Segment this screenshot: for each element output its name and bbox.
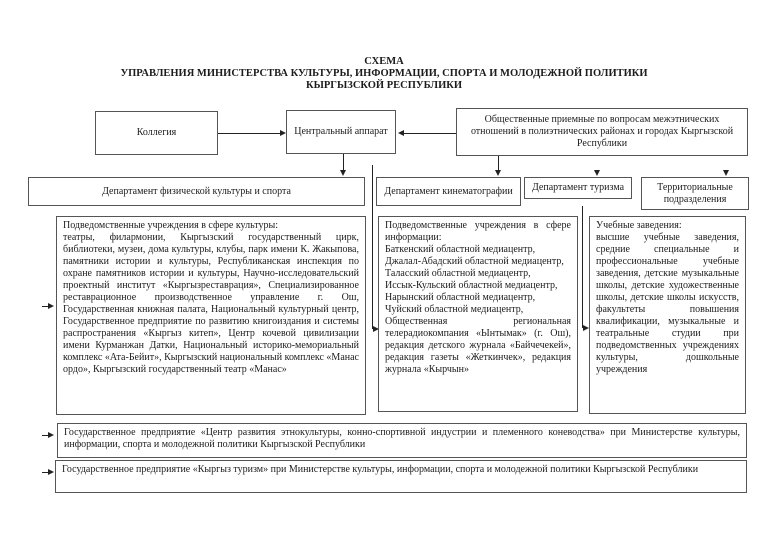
info-item: Общественная региональная телерадиокомпания «Ынтымак» (г. Ош), редакция детского журнала «Байчечекей», редакция газеты «Жеткинчек», редакция журнала «Кырчын»	[385, 316, 571, 375]
connector-reception-down	[498, 156, 499, 170]
connector-enterprise-stub	[42, 435, 50, 436]
enterprise-box: Государственное предприятие «Кыргыз туризм» при Министерстве культуры, информации, спорта и молодежной политики Кыргызской Республики	[55, 460, 747, 493]
diagram-subtitle: УПРАВЛЕНИЯ МИНИСТЕРСТВА КУЛЬТУРЫ, ИНФОРМАЦИИ, СПОРТА И МОЛОДЕЖНОЙ ПОЛИТИКИ	[120, 68, 648, 79]
arrow-left-icon	[398, 130, 404, 136]
info-institutions-box	[378, 216, 578, 412]
connector-right-vertical	[582, 206, 583, 328]
connector-culture-stub	[42, 306, 50, 307]
arrow-down-icon	[723, 170, 729, 176]
culture-heading: Подведомственные учреждения в сфере культуры:	[63, 220, 279, 231]
info-item: Таласский областной медиацентр,	[385, 268, 531, 279]
info-item: Чуйский областной медиацентр,	[385, 304, 524, 315]
info-item: Баткенский областной медиацентр,	[385, 244, 536, 255]
node-dept-tourism: Департамент туризма	[524, 177, 632, 199]
arrow-down-icon	[340, 170, 346, 176]
connector-reception-central	[404, 133, 456, 134]
connector-enterprise-stub	[42, 472, 50, 473]
education-body: высшие учебные заведения, средние специальные и профессиональные учебные заведения, детские музыкальные школы, детские художественные школы, детские школы искусств, факультеты повышения квалификации, музыкальные и театральные студии при подведомственных учреждениях культуры, дошкольные учреждения	[596, 232, 739, 375]
info-heading: Подведомственные учреждения в сфере информации:	[385, 220, 571, 243]
node-collegium: Коллегия	[95, 111, 218, 155]
arrow-right-icon	[280, 130, 286, 136]
education-heading: Учебные заведения:	[596, 220, 682, 231]
education-box	[589, 216, 746, 414]
diagram-subtitle-country: КЫРГЫЗСКОЙ РЕСПУБЛИКИ	[305, 80, 463, 91]
node-dept-cinema: Департамент кинематографии	[376, 177, 521, 206]
connector-central-down	[343, 154, 344, 170]
arrow-down-icon	[495, 170, 501, 176]
info-item: Нарынский областной медиацентр,	[385, 292, 536, 303]
info-item: Джалал-Абадский областной медиацентр,	[385, 256, 564, 267]
enterprise-box: Государственное предприятие «Центр развития этнокультуры, конно-спортивной индустрии и племенного коневодства» при Министерстве культуры, информации, спорта и молодежной политики Кыргызской Республики	[57, 423, 747, 458]
connector-mid-vertical	[372, 165, 373, 329]
diagram-title: СХЕМА	[364, 56, 404, 67]
node-dept-sport: Департамент физической культуры и спорта	[28, 177, 365, 206]
node-public-reception: Общественные приемные по вопросам межэтнических отношений в полиэтнических районах и городах Кыргызской Республики	[456, 108, 748, 156]
connector-collegium-central	[218, 133, 280, 134]
culture-institutions-box	[56, 216, 366, 415]
node-central-apparatus: Центральный аппарат	[286, 110, 396, 154]
node-territorial: Территориальные подразделения	[641, 177, 749, 210]
arrow-down-icon	[594, 170, 600, 176]
culture-body: театры, филармонии, Кыргызский государственный цирк, библиотеки, музеи, дома культуры, клубы, парк имени К. Жакыпова, памятники истории и культуры, Республиканская инспекция по охране памятников истории и культуры, Научно-исследовательский проектный институт «Кыргызреставрация», Специализированное реставрационное производственное управление г. Ош, Государственная книжная палата, Национальный культурный центр, Государственное предприятие по развитию книгоиздания и системы распространения «Кыргыз китеп», Центр кочевой цивилизации имени Курманжан Датки, Национальный историко-мемориальный комплекс «Ата-Бейит», Кыргызский национальный комплекс «Манас ордо», Кыргызский государственный театр «Манас»	[63, 232, 359, 375]
info-item: Иссык-Кульский областной медиацентр,	[385, 280, 558, 291]
